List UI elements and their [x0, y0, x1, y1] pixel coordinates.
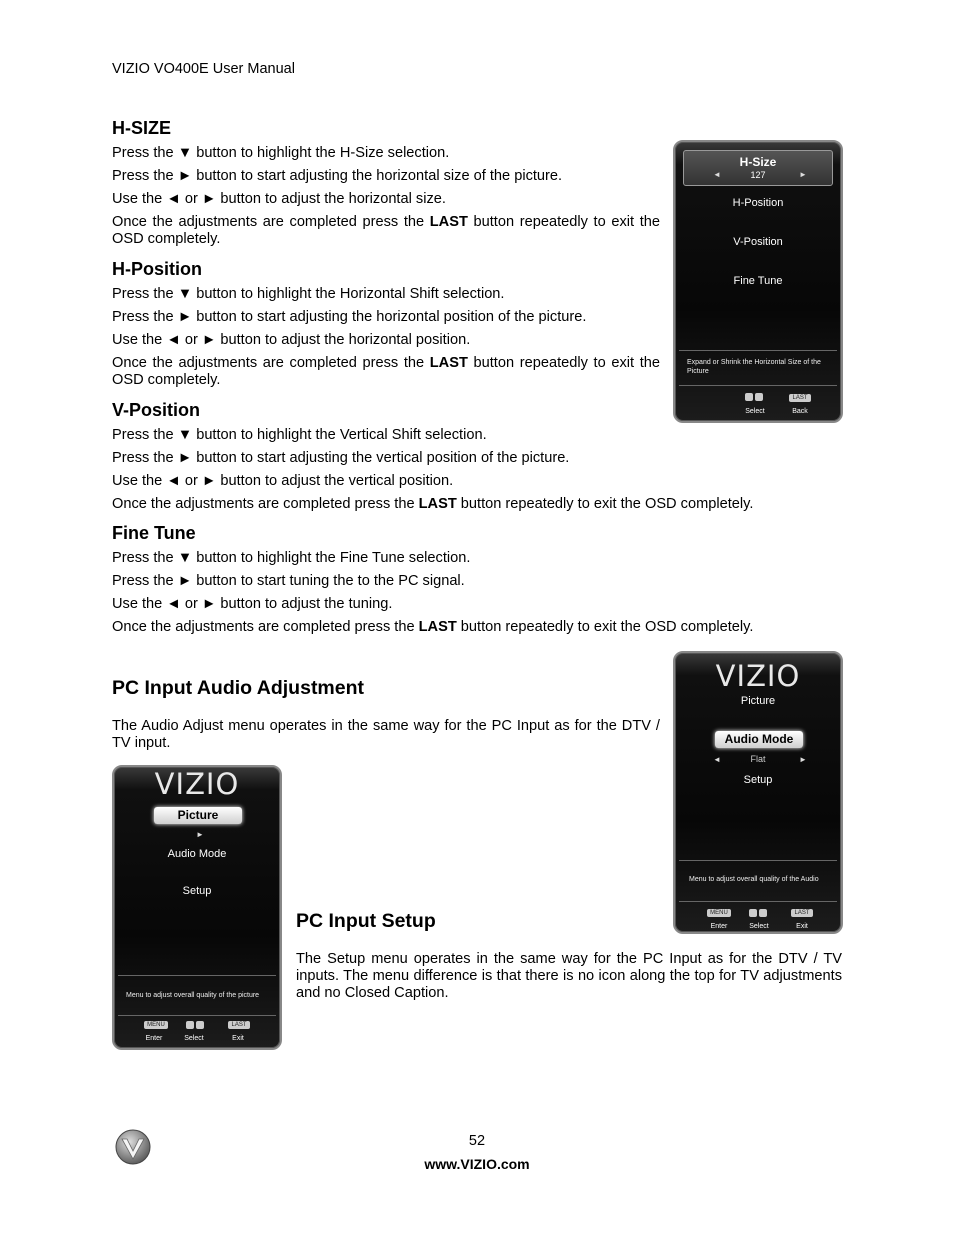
- exit-label: Exit: [232, 1035, 244, 1042]
- exit-instruction: Once the adjustments are completed press the LAST button repeatedly to exit the OSD completely.: [112, 496, 754, 512]
- exit-label: Exit: [796, 923, 808, 930]
- instruction-line: Press the ▼ button to highlight the Vertical Shift selection.: [112, 427, 487, 443]
- section-title: H-SIZE: [112, 118, 172, 138]
- divider: [679, 860, 837, 861]
- section-audio: [112, 677, 660, 758]
- updown-icon: [755, 393, 763, 401]
- section-finetune: [112, 523, 812, 642]
- instruction-line: Use the ◄ or ► button to adjust the vertical position.: [112, 473, 454, 489]
- instruction-line: Press the ▼ button to highlight the Horizontal Shift selection.: [112, 286, 505, 302]
- page-number: 52: [468, 1133, 486, 1149]
- last-button-icon: LAST: [789, 394, 811, 402]
- select-label: Select: [745, 408, 765, 415]
- arrows-icon: [749, 909, 757, 917]
- menu-description: Expand or Shrink the Horizontal Size of the Picture: [687, 359, 821, 375]
- osd-hsize-screenshot: [673, 140, 843, 423]
- instruction-line: Press the ▼ button to highlight the Fine Tune selection.: [112, 550, 471, 566]
- vizio-logo: VIZIO: [715, 659, 801, 693]
- section-title: PC Input Audio Adjustment: [112, 677, 365, 699]
- instruction-line: Press the ► button to start tuning the to the PC signal.: [112, 573, 465, 589]
- footer-url: www.VIZIO.com: [424, 1156, 530, 1172]
- section-text: The Setup menu operates in the same way for the PC Input as for the DTV / TV inputs. The menu difference is that there is no icon along the top for TV adjustments and no Closed Caption.: [296, 951, 842, 1001]
- menu-item-hposition: H-Position: [732, 197, 784, 209]
- exit-instruction: Once the adjustments are completed press the LAST button repeatedly to exit the OSD completely.: [112, 619, 754, 635]
- menu-button-icon: MENU: [707, 909, 731, 917]
- selected-item-label: H-Size: [739, 155, 777, 169]
- vizio-logo: VIZIO: [154, 767, 240, 801]
- menu-item-picture: Picture: [740, 695, 776, 707]
- selected-item-picture: Picture: [154, 807, 242, 824]
- updown-icon: [196, 1021, 204, 1029]
- enter-label: Enter: [145, 1035, 163, 1042]
- select-label: Select: [184, 1035, 204, 1042]
- select-label: Select: [749, 923, 769, 930]
- instruction-line: Press the ► button to start adjusting the horizontal size of the picture.: [112, 168, 563, 184]
- section-text: The Audio Adjust menu operates in the same way for the PC Input as for the DTV / TV input.: [112, 718, 660, 751]
- left-arrow-icon: ◄: [713, 170, 721, 179]
- section-title: V-Position: [112, 400, 201, 420]
- instruction-line: Use the ◄ or ► button to adjust the horizontal position.: [112, 332, 471, 348]
- exit-instruction: Once the adjustments are completed press the LAST button repeatedly to exit the OSD completely.: [112, 214, 660, 247]
- updown-icon: [759, 909, 767, 917]
- divider: [118, 975, 276, 976]
- menu-description: Menu to adjust overall quality of the picture: [126, 992, 260, 999]
- right-arrow-icon: ►: [799, 755, 807, 764]
- instruction-line: Press the ▼ button to highlight the H-Size selection.: [112, 145, 450, 161]
- instruction-line: Press the ► button to start adjusting the vertical position of the picture.: [112, 450, 570, 466]
- menu-button-icon: MENU: [144, 1021, 168, 1029]
- menu-item-setup: Setup: [743, 774, 773, 786]
- selected-item-value: 127: [750, 170, 766, 180]
- exit-instruction: Once the adjustments are completed press the LAST button repeatedly to exit the OSD completely.: [112, 355, 660, 388]
- arrows-icon: [186, 1021, 194, 1029]
- menu-item-finetune: Fine Tune: [733, 275, 783, 287]
- running-header: VIZIO VO400E User Manual: [112, 61, 295, 77]
- section-hposition: [112, 259, 660, 395]
- divider: [118, 1015, 276, 1016]
- instruction-line: Use the ◄ or ► button to adjust the tuning.: [112, 596, 393, 612]
- menu-description: Menu to adjust overall quality of the Audio: [689, 876, 819, 883]
- audio-mode-value: Flat: [750, 754, 766, 764]
- divider: [679, 385, 837, 386]
- selected-item-audio-mode: Audio Mode: [715, 731, 803, 748]
- instruction-line: Use the ◄ or ► button to adjust the horizontal size.: [112, 191, 446, 207]
- menu-item-vposition: V-Position: [733, 236, 783, 248]
- section-title: H-Position: [112, 259, 202, 279]
- osd-picture-screenshot: [112, 765, 282, 1050]
- enter-label: Enter: [710, 923, 728, 930]
- divider: [679, 350, 837, 351]
- instruction-line: Press the ► button to start adjusting the horizontal position of the picture.: [112, 309, 587, 325]
- right-arrow-icon: ►: [799, 170, 807, 179]
- divider: [679, 901, 837, 902]
- section-hsize: [112, 118, 660, 254]
- back-label: Back: [792, 408, 808, 415]
- menu-item-setup: Setup: [182, 885, 212, 897]
- menu-item-audio-mode: Audio Mode: [167, 848, 227, 860]
- right-arrow-icon: ►: [196, 830, 204, 839]
- last-button-icon: LAST: [228, 1021, 250, 1029]
- section-title: Fine Tune: [112, 523, 196, 543]
- last-button-icon: LAST: [791, 909, 813, 917]
- osd-audio-screenshot: [673, 651, 843, 934]
- section-title: PC Input Setup: [296, 910, 436, 932]
- arrows-icon: [745, 393, 753, 401]
- left-arrow-icon: ◄: [713, 755, 721, 764]
